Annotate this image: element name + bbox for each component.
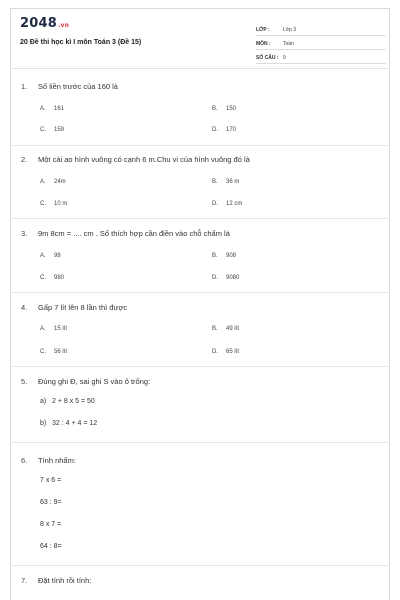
true-false-item-a: [40, 398, 95, 405]
option-letter: D.: [212, 201, 218, 207]
option-2d[interactable]: [212, 201, 242, 207]
option-text: 65 lít: [226, 349, 240, 355]
question-divider: [10, 565, 390, 566]
logo-suffix: .vn: [57, 22, 70, 29]
question-2: [21, 155, 250, 164]
option-letter: A.: [40, 326, 46, 332]
question-divider: [10, 292, 390, 293]
option-text: 98: [54, 253, 61, 259]
meta-subject-row: [256, 38, 386, 50]
question-text: Đúng ghi Đ, sai ghi S vào ô trống:: [38, 377, 151, 386]
option-3a[interactable]: [40, 253, 61, 259]
question-text: Tính nhẩm:: [38, 456, 76, 465]
meta-class-row: [256, 24, 386, 36]
option-letter: C.: [40, 127, 46, 133]
option-letter: C.: [40, 201, 46, 207]
option-text: 36 m: [226, 179, 240, 185]
question-divider: [10, 366, 390, 367]
question-number: 1.: [21, 82, 28, 91]
question-number: 6.: [21, 456, 28, 465]
exam-title: 20 Đề thi học kì I môn Toán 3 (Đề 15): [20, 39, 142, 46]
question-text: Đặt tính rồi tính:: [38, 576, 92, 585]
option-text: 980: [54, 275, 65, 281]
option-text: 12 cm: [226, 201, 243, 207]
option-text: 15 lít: [54, 326, 68, 332]
option-text: 9080: [226, 275, 240, 281]
item-letter: a): [40, 398, 47, 405]
option-letter: B.: [212, 106, 218, 112]
item-text: 32 : 4 + 4 = 12: [52, 420, 98, 427]
option-text: 170: [226, 127, 237, 133]
option-letter: A.: [40, 179, 46, 185]
item-text: 2 + 8 x 5 = 50: [52, 398, 95, 405]
mental-math-item: 7 x 6 =: [40, 477, 62, 484]
header-divider: [10, 68, 390, 69]
option-text: 159: [54, 127, 65, 133]
question-divider: [10, 145, 390, 146]
question-number: 5.: [21, 377, 28, 386]
logo-main: 2048: [20, 16, 57, 31]
meta-count-value: 9: [283, 55, 286, 61]
option-letter: D.: [212, 349, 218, 355]
question-divider: [10, 218, 390, 219]
option-3c[interactable]: [40, 275, 64, 281]
option-text: 161: [54, 106, 65, 112]
question-1: [21, 82, 118, 91]
option-letter: A.: [40, 106, 46, 112]
option-4a[interactable]: [40, 326, 67, 332]
option-letter: B.: [212, 179, 218, 185]
option-letter: C.: [40, 275, 46, 281]
option-2c[interactable]: [40, 201, 67, 207]
option-1c[interactable]: [40, 127, 64, 133]
option-letter: B.: [212, 253, 218, 259]
question-number: 7.: [21, 576, 28, 585]
option-3d[interactable]: [212, 275, 239, 281]
option-2a[interactable]: [40, 179, 66, 185]
option-3b[interactable]: [212, 253, 236, 259]
option-letter: D.: [212, 275, 218, 281]
option-text: 49 lít: [226, 326, 240, 332]
option-letter: D.: [212, 127, 218, 133]
meta-subject-label: MÔN :: [256, 41, 271, 47]
option-text: 56 lít: [54, 349, 68, 355]
option-letter: C.: [40, 349, 46, 355]
question-divider: [10, 442, 390, 443]
meta-count-row: [256, 52, 386, 64]
question-5: [21, 377, 150, 386]
question-3: [21, 229, 230, 238]
option-1a[interactable]: [40, 106, 64, 112]
question-number: 4.: [21, 303, 28, 312]
true-false-item-b: [40, 420, 97, 427]
option-text: 150: [226, 106, 237, 112]
meta-class-value: Lớp 3: [283, 27, 297, 33]
question-text: Một cái ao hình vuông có cạnh 6 m.Chu vi của hình vuông đó là: [38, 155, 250, 164]
option-letter: B.: [212, 326, 218, 332]
option-letter: A.: [40, 253, 46, 259]
question-text: 9m 8cm = .... cm . Số thích hợp cần điền vào chỗ chấm là: [38, 229, 230, 238]
question-7: [21, 576, 91, 585]
option-2b[interactable]: [212, 179, 239, 185]
question-4: [21, 303, 127, 312]
option-1d[interactable]: [212, 127, 236, 133]
option-4d[interactable]: [212, 349, 239, 355]
meta-count-label: SỐ CÂU :: [256, 55, 279, 61]
option-text: 24m: [54, 179, 66, 185]
option-text: 908: [226, 253, 237, 259]
question-text: Số liền trước của 160 là: [38, 82, 118, 91]
option-4c[interactable]: [40, 349, 67, 355]
option-1b[interactable]: [212, 106, 236, 112]
question-number: 3.: [21, 229, 28, 238]
mental-math-item: 64 : 8=: [40, 543, 62, 550]
option-text: 10 m: [54, 201, 68, 207]
meta-subject-value: Toán: [283, 41, 294, 47]
site-logo[interactable]: [20, 16, 69, 31]
header: [10, 8, 390, 64]
mental-math-item: 63 : 9=: [40, 499, 62, 506]
question-text: Gấp 7 lít lên 8 lần thì được: [38, 303, 128, 312]
option-4b[interactable]: [212, 326, 239, 332]
mental-math-item: 8 x 7 =: [40, 521, 62, 528]
question-6: [21, 456, 76, 465]
question-number: 2.: [21, 155, 28, 164]
meta-class-label: LỚP :: [256, 27, 270, 33]
item-letter: b): [40, 420, 47, 427]
